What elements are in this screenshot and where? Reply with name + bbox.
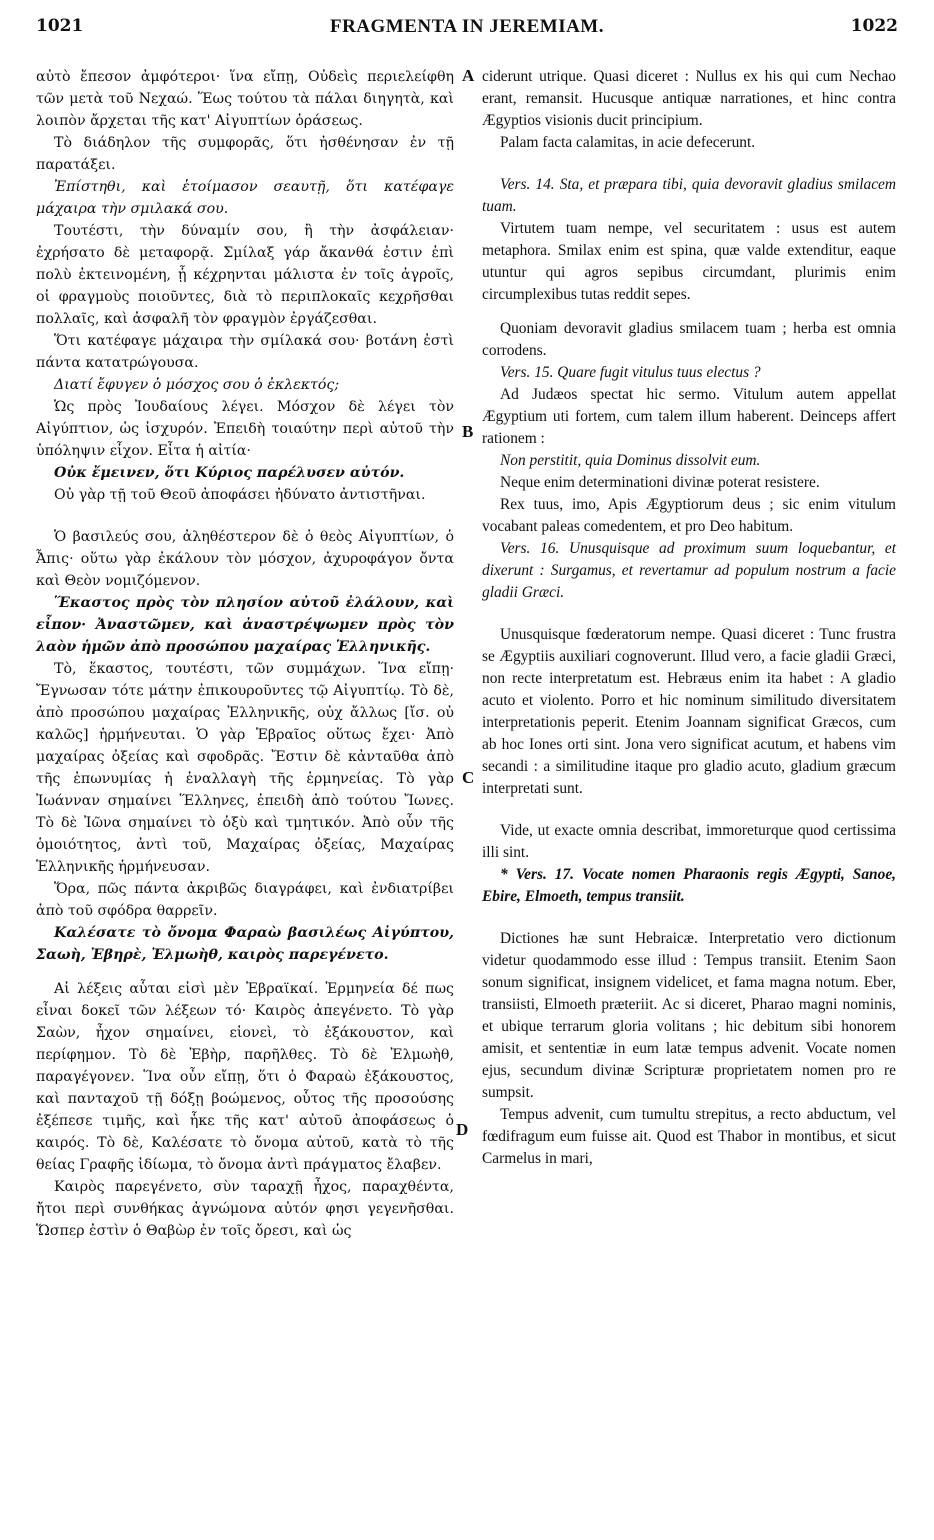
- latin-paragraph: Unusquisque fœderatorum nempe. Quasi diceret : Tunc frustra se Ægyptiis auxiliari cognoverunt. Illud vero, a facie gladii Græci, non recte interpretatum est. Hebræus enim ita habet : A gladio acuto et violento. Porro et hic nominum similitudo diversitatem interpretationis peperit. Etenim Joannam significat Græcos, cum ab hoc Iones orti sint. Jona vero significat acutum, et habens vim secandi : a similitudine itaque pro gladio acuto, gladium græcum interpretati sunt.: [482, 626, 896, 797]
- running-title: FRAGMENTA IN JEREMIAM.: [329, 16, 604, 37]
- left-page-number: 1021: [36, 16, 84, 36]
- latin-paragraph: Quoniam devoravit gladius smilacem tuam ; herba est omnia corrodens.: [482, 320, 896, 359]
- greek-column: [36, 66, 454, 1242]
- greek-lemma: Διατί ἔφυγεν ὁ μόσχος σου ὁ ἐκλεκτός;: [54, 377, 340, 393]
- latin-paragraph: ciderunt utrique. Quasi diceret : Nullus ex his qui cum Nechao erant, remansit. Hucusque antiquæ narrationes, et hinc contra Ægyptios visionis ducit principium.: [482, 68, 896, 129]
- latin-verse-lemma: Non perstitit, quia Dominus dissolvit eum.: [500, 452, 761, 469]
- latin-paragraph: Neque enim determinationi divinæ poterat resistere.: [500, 474, 820, 491]
- greek-paragraph: Οὐ γὰρ τῇ τοῦ Θεοῦ ἀποφάσει ἠδύνατο ἀντιστῆναι.: [54, 487, 426, 503]
- margin-marker-c: C: [462, 768, 475, 787]
- greek-lemma: Οὐκ ἔμεινεν, ὅτι Κύριος παρέλυσεν αὐτόν.: [54, 465, 405, 481]
- margin-marker-a: A: [462, 66, 475, 85]
- latin-paragraph: Virtutem tuam nempe, vel securitatem : usus est autem metaphora. Smilax enim est spina, quæ valde extenditur, eaque utuntur qui agros sepibus circumdant, plurimis enim circumplexibus tutas reddit sepes.: [482, 220, 896, 303]
- latin-paragraph: Vide, ut exacte omnia describat, immoreturque quod certissima illi sint.: [482, 822, 896, 861]
- greek-lemma: Ἕκαστος πρὸς τὸν πλησίον αὐτοῦ ἐλάλουν, καὶ εἶπον· Ἀναστῶμεν, καὶ ἀναστρέψωμεν πρὸς τὸν λαὸν ἡμῶν ἀπὸ προσώπου μαχαίρας Ἑλληνικῆς.: [36, 595, 454, 655]
- latin-paragraph: Dictiones hæ sunt Hebraicæ. Interpretatio vero dictionum videtur quodammodo esse illud : Tempus transiit. Etenim Saon sonum significat, insignem videlicet, et fama magna notum. Eber, transiisti, Elmoeth præteriit. Ac si diceret, Pharao magni nominis, et ubique terrarum gloria volitans ; hic debitum sibi honorem amisit, et sententiæ in eum latæ tempus advenit. Vocate nomen ejus, secundum divinæ Scripturæ proprietatem nomen pro re sumpsit.: [482, 930, 896, 1101]
- latin-column: [482, 66, 896, 1170]
- greek-paragraph: Ὡς πρὸς Ἰουδαίους λέγει. Μόσχον δὲ λέγει τὸν Αἰγύπτιον, ὡς ἰσχυρόν. Ἐπειδὴ τοιαύτην περὶ αὐτοῦ τὴν ὑπόληψιν εἶχον. Εἶτα ἡ αἰτία·: [36, 399, 454, 459]
- latin-paragraph: Tempus advenit, cum tumultu strepitus, a recto abductum, vel fœdifragum eum fuisse ait. Quod est Thabor in montibus, et sicut Carmelus in mari,: [482, 1106, 896, 1167]
- greek-paragraph: Ὅρα, πῶς πάντα ἀκριβῶς διαγράφει, καὶ ἐνδιατρίβει ἀπὸ τοῦ σφόδρα θαρρεῖν.: [36, 881, 454, 919]
- greek-paragraph: αὐτὸ ἔπεσον ἀμφότεροι· ἵνα εἴπῃ, Οὐδεὶς περιελείφθη τῶν μετὰ τοῦ Νεχαώ. Ἕως τούτου τὰ πάλαι διηγητὰ, καὶ λοιπὸν ἄρχεται τῆς κατ' Αἰγυπτίων ὁράσεως.: [36, 69, 454, 129]
- greek-paragraph: Ὁ βασιλεύς σου, ἀληθέστερον δὲ ὁ θεὸς Αἰγυπτίων, ὁ Ἆπις· οὕτω γὰρ ἐκάλουν τὸν μόσχον, ἀχυροφάγον ὄντα καὶ Θεὸν νομιζόμενον.: [36, 529, 454, 589]
- latin-paragraph: Palam facta calamitas, in acie defecerunt.: [500, 134, 756, 151]
- greek-paragraph: Ὅτι κατέφαγε μάχαιρα τὴν σμίλακά σου· βοτάνη ἐστὶ πάντα κατατρώγουσα.: [36, 333, 454, 371]
- greek-lemma: Καλέσατε τὸ ὄνομα Φαραὼ βασιλέως Αἰγύπτου, Σαωὴ, Ἐβηρὲ, Ἐλμωὴθ, καιρὸς παρεγένετο.: [36, 925, 454, 963]
- margin-marker-b: B: [462, 422, 474, 441]
- latin-verse-lemma: Vers. 16. Unusquisque ad proximum suum loquebantur, et dixerunt : Surgamus, et revertamur ad populum nostrum a facie gladii Græci.: [482, 540, 896, 601]
- right-page-number: 1022: [850, 16, 898, 36]
- margin-marker-d: D: [456, 1120, 469, 1139]
- latin-verse-lemma: * Vers. 17. Vocate nomen Pharaonis regis Ægypti, Sanoe, Ebire, Elmoeth, tempus transiit.: [482, 866, 896, 905]
- greek-paragraph: Καιρὸς παρεγένετο, σὺν ταραχῇ ἦχος, παραχθέντα, ἤτοι περὶ συνθήκας ἀγνώμονα αὐτόν φησι γεγενῆσθαι. Ὥσπερ ἐστὶν ὁ Θαβὼρ ἐν τοῖς ὄρεσι, καὶ ὡς: [36, 1179, 454, 1239]
- latin-verse-lemma: Vers. 14. Sta, et præpara tibi, quia devoravit gladius smilacem tuam.: [482, 176, 896, 215]
- page-header: [36, 16, 898, 46]
- latin-verse-lemma: Vers. 15. Quare fugit vitulus tuus electus ?: [500, 364, 761, 381]
- greek-paragraph: Τουτέστι, τὴν δύναμίν σου, ἢ τὴν ἀσφάλειαν· ἐχρήσατο δὲ μεταφορᾷ. Σμίλαξ γάρ ἄκανθά ἐστιν ἐπὶ πολὺ ἐκτεινομένη, ᾗ κέχρηνται μάλιστα ἐν τοῖς ἀγροῖς, οἱ φραγμοὺς ποιοῦντες, διὰ τὸ περιπλοκαῖς κεχρῆσθαι πολλαῖς, καὶ ἀσφαλῆ τὸν φραγμὸν ἐργάζεσθαι.: [36, 223, 454, 327]
- latin-paragraph: Ad Judæos spectat hic sermo. Vitulum autem appellat Ægyptium uti fortem, cum talem illum haberent. Deinceps affert rationem :: [482, 386, 896, 447]
- greek-paragraph: Αἱ λέξεις αὗται εἰσὶ μὲν Ἑβραϊκαί. Ἑρμηνεία δέ πως εἶναι δοκεῖ τῶν λέξεων τό· Καιρὸς ἀπεγένετο. Τὸ γὰρ Σαὼν, ἦχον σημαίνει, εἰονεὶ, τὸ ἐξάκουστον, καὶ περίφημον. Τὸ δὲ Ἐβὴρ, παρῆλθες. Τὸ δὲ Ἐλμωὴθ, παραγέγονεν. Ἵνα οὖν εἴπῃ, ὅτι ὁ Φαραὼ ἐξάκουστος, καὶ πανταχοῦ τῇ δόξῃ βοώμενος, οὗτος τῆς προσούσης ἐξέπεσε τιμῆς, καὶ ἧκε τῆς κατ' αὐτοῦ ἀποφάσεως ὁ καιρός. Τὸ δὲ, Καλέσατε τὸ ὄνομα αὐτοῦ, κατὰ τὸ τῆς θείας Γραφῆς ἰδίωμα, τὸ ὄνομα ἀντὶ πράγματος ἔλαβεν.: [36, 981, 454, 1173]
- greek-paragraph: Τὸ, ἕκαστος, τουτέστι, τῶν συμμάχων. Ἵνα εἴπῃ· Ἔγνωσαν τότε μάτην ἐπικουροῦντες τῷ Αἰγυπτίῳ. Τὸ δὲ, ἀπὸ προσώπου μαχαίρας Ἑλληνικῆς, οὐχ ἄλλως [ἴσ. οὐ καλῶς] ἡρμήνευται. Ὁ γὰρ Ἑβραῖος οὕτως ἔχει· Ἀπὸ μαχαίρας ὀξείας καὶ σφοδρᾶς. Ἔστιν δὲ κἀνταῦθα ἀπὸ τῆς ἐπωνυμίας ἡ ἐναλλαγὴ τῆς ἑρμηνείας. Τὸ γὰρ Ἰωάνναν σημαίνει Ἕλληνες, ἐπειδὴ ἀπὸ τούτου Ἴωνες. Τὸ δὲ Ἰῶνα σημαίνει τὸ ὀξὺ καὶ τμητικόν. Ἀπὸ οὖν τῆς ὁμοιότητος, ἀντὶ τοῦ, Μαχαίρας ὀξείας, Μαχαίρας Ἑλληνικῆς ἡρμήνευσαν.: [36, 661, 454, 875]
- greek-paragraph: Τὸ διάδηλον τῆς συμφορᾶς, ὅτι ἠσθένησαν ἐν τῇ παρατάξει.: [36, 135, 454, 173]
- greek-lemma: Ἐπίστηθι, καὶ ἑτοίμασον σεαυτῇ, ὅτι κατέφαγε μάχαιρα τὴν σμιλακά σου.: [36, 179, 454, 217]
- latin-paragraph: Rex tuus, imo, Apis Ægyptiorum deus ; sic enim vitulum vocabant paleas comedentem, et pro Deo habitum.: [482, 496, 896, 535]
